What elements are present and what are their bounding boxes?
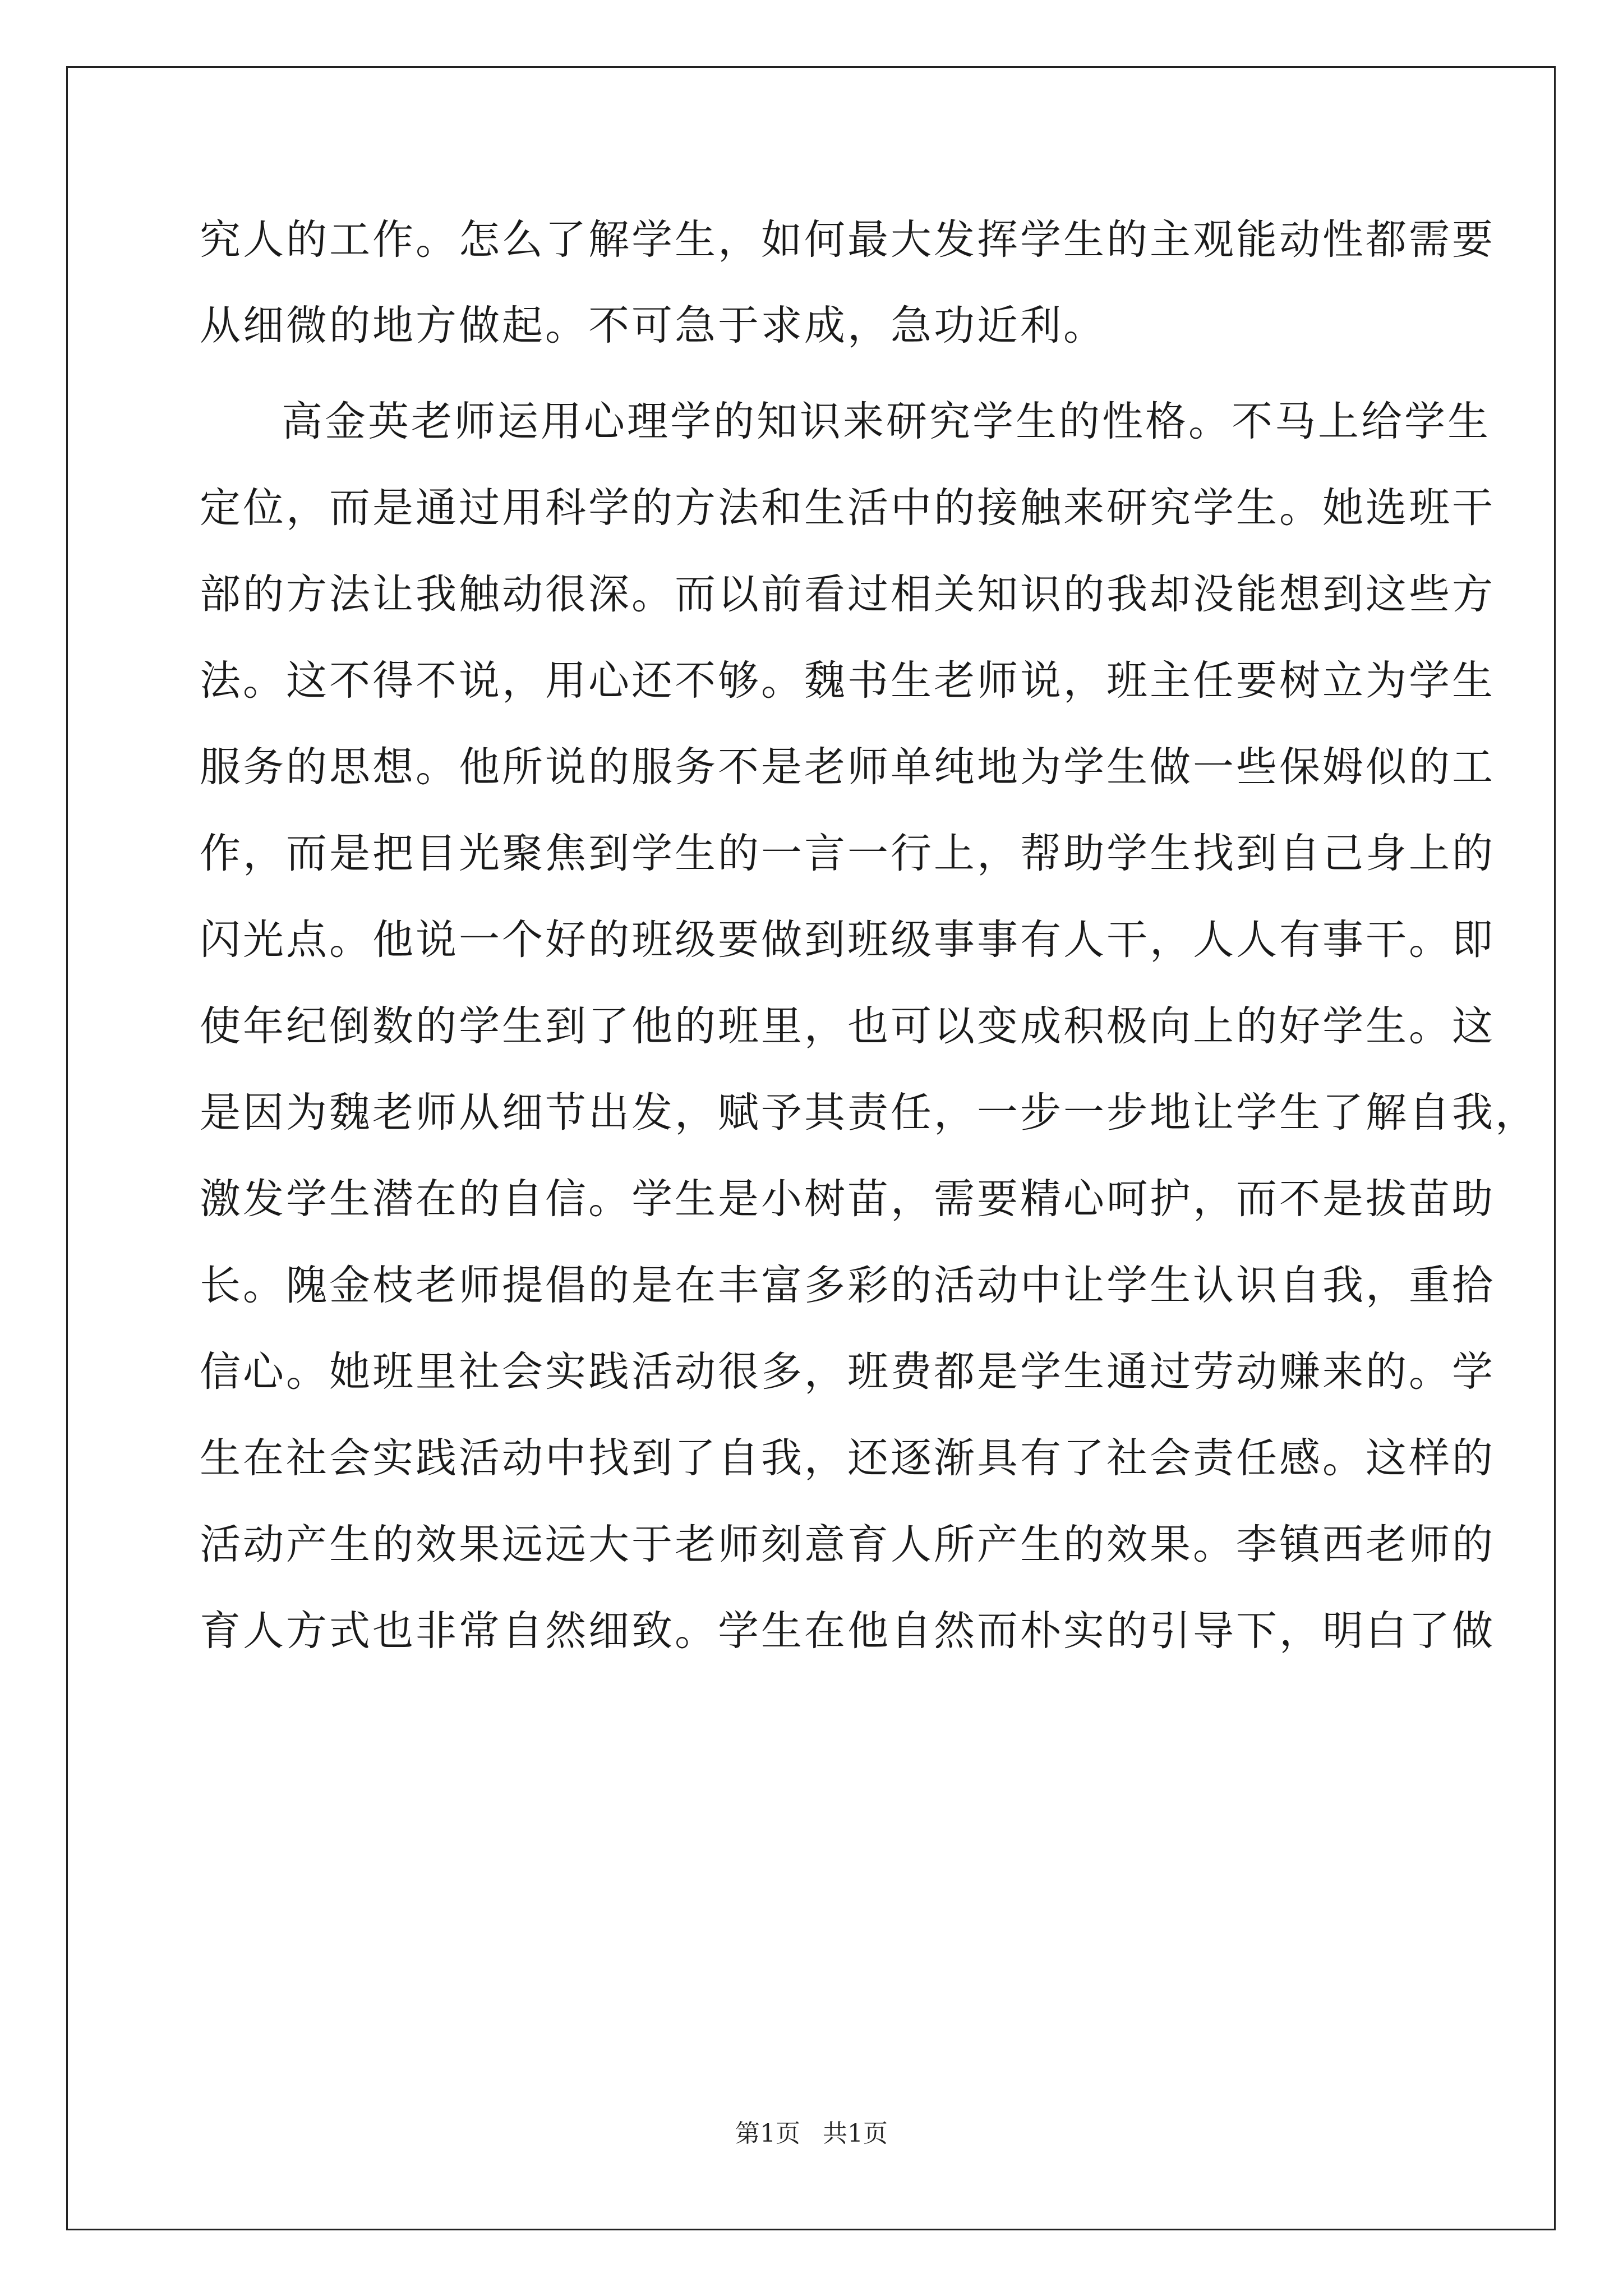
text-line: 信心。她班里社会实践活动很多，班费都是学生通过劳动赚来的。学 (200, 1348, 1495, 1396)
text-line: 闪光点。他说一个好的班级要做到班级事事有人干，人人有事干。即 (200, 916, 1495, 964)
text-line: 激发学生潜在的自信。学生是小树苗，需要精心呵护，而不是拔苗助 (200, 1175, 1495, 1223)
text-line: 法。这不得不说，用心还不够。魏书生老师说，班主任要树立为学生 (200, 657, 1495, 705)
text-line: 作，而是把目光聚焦到学生的一言一行上，帮助学生找到自己身上的 (200, 830, 1495, 877)
text-line: 活动产生的效果远远大于老师刻意育人所产生的效果。李镇西老师的 (200, 1521, 1495, 1568)
text-line: 是因为魏老师从细节出发，赋予其责任，一步一步地让学生了解自我， (200, 1089, 1538, 1137)
text-line: 长。隗金枝老师提倡的是在丰富多彩的活动中让学生认识自我，重拾 (200, 1262, 1495, 1309)
text-line: 部的方法让我触动很深。而以前看过相关知识的我却没能想到这些方 (200, 570, 1495, 618)
page-border (66, 66, 1556, 2230)
text-line: 生在社会实践活动中找到了自我，还逐渐具有了社会责任感。这样的 (200, 1434, 1495, 1482)
text-line: 使年纪倒数的学生到了他的班里，也可以变成积极向上的好学生。这 (200, 1002, 1495, 1050)
page-number: 第1页 (735, 2119, 800, 2148)
text-line: 究人的工作。怎么了解学生，如何最大发挥学生的主观能动性都需要 (200, 216, 1495, 264)
page-total: 共1页 (823, 2119, 888, 2148)
text-line: 服务的思想。他所说的服务不是老师单纯地为学生做一些保姆似的工 (200, 743, 1495, 791)
text-line: 定位，而是通过用科学的方法和生活中的接触来研究学生。她选班干 (200, 484, 1495, 532)
paragraph-first-line: 高金英老师运用心理学的知识来研究学生的性格。不马上给学生 (282, 398, 1491, 445)
text-line: 从细微的地方做起。不可急于求成，急功近利。 (200, 302, 1106, 349)
page-footer (0, 2117, 1623, 2151)
text-line: 育人方式也非常自然细致。学生在他自然而朴实的引导下，明白了做 (200, 1607, 1495, 1655)
